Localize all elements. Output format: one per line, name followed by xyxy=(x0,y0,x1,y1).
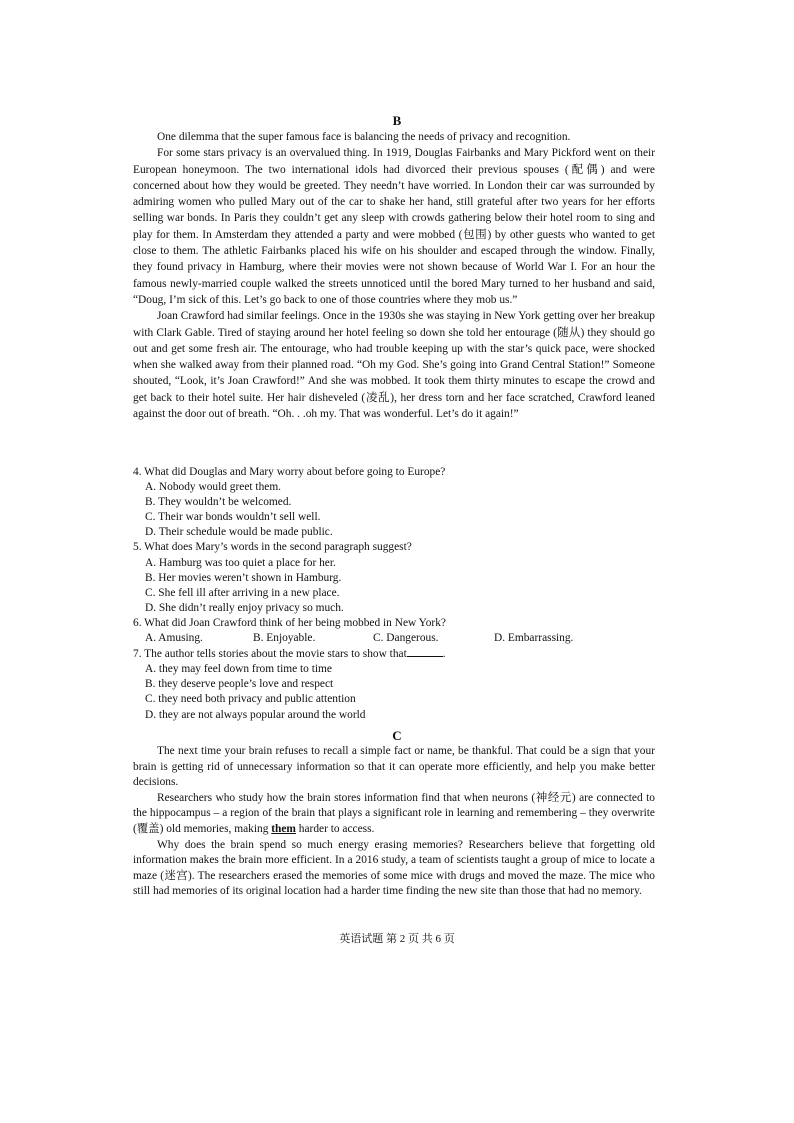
option-6b: B. Enjoyable. xyxy=(253,632,316,645)
option-5a: A. Hamburg was too quiet a place for her. xyxy=(145,556,336,569)
option-4c: C. Their war bonds wouldn’t sell well. xyxy=(145,511,321,524)
option-4a: A. Nobody would greet them. xyxy=(145,481,282,494)
option-4b: B. They wouldn’t be welcomed. xyxy=(145,496,292,509)
passage-paragraph: The next time your brain refuses to recall a simple fact or name, be thankful. That could be a sign that your brain is getting rid of unnecessary information so that it can operate more efficiently, and help you make better decisions. xyxy=(133,745,655,789)
option-7b: B. they deserve people’s love and respect xyxy=(145,678,334,691)
question-7-stem-end: . xyxy=(442,648,446,661)
question-6-options xyxy=(145,631,655,646)
passage-paragraph: Why does the brain spend so much energy erasing memories? Researchers believe that forgetting old information makes the brain more efficient. In a 2016 study, a team of scientists taught a group of mice to locate a maze (迷宫). The researchers erased the memories of some mice with drugs and moved the maze. The mice who still had memories of its original location had a harder time finding the new site than those that had no memory. xyxy=(133,838,655,898)
section-c-passage xyxy=(133,744,655,900)
page-footer: 英语试题 第 2 页 共 6 页 xyxy=(339,933,455,945)
option-4d: D. Their schedule would be made public. xyxy=(145,526,333,539)
question-4: 4. What did Douglas and Mary worry about before going to Europe? xyxy=(133,466,446,478)
passage-paragraph xyxy=(133,791,655,838)
paragraph-text: harder to access. xyxy=(295,822,375,835)
option-6d: D. Embarrassing. xyxy=(494,632,574,645)
option-6a: A. Amusing. xyxy=(145,632,203,645)
option-7a: A. they may feel down from time to time xyxy=(145,663,332,676)
option-6c: C. Dangerous. xyxy=(373,632,439,645)
section-c-heading: C xyxy=(392,728,402,743)
option-5c: C. She fell ill after arriving in a new place. xyxy=(145,586,340,599)
question-7 xyxy=(133,646,655,662)
question-5: 5. What does Mary’s words in the second paragraph suggest? xyxy=(133,541,412,554)
option-7c: C. they need both privacy and public attention xyxy=(145,693,356,706)
option-5d: D. She didn’t really enjoy privacy so much. xyxy=(145,601,344,614)
passage-paragraph: One dilemma that the super famous face is balancing the needs of privacy and recognition. xyxy=(157,131,571,143)
passage-paragraph: Joan Crawford had similar feelings. Once in the 1930s she was staying in New York getting over her breakup with Clark Gable. Tired of staying around her hotel feeling so down she told her entourage (随从) they should go out and get some fresh air. The entourage, who had trouble keeping up with the star’s quick pace, were shocked when she walked away from their planned road. “Oh my God. She’s going into Grand Central Station!” Someone shouted, “Look, it’s Joan Crawford!” And she was mobbed. It took them thirty minutes to escape the crowd and get back to their hotel suite. Her hair disheveled (凌乱), her dress torn and her face scratched, Crawford leaned against the door out of breath. “Oh. . .oh my. That was wonderful. Let’s do it again!” xyxy=(133,310,655,421)
passage-paragraph: For some stars privacy is an overvalued thing. In 1919, Douglas Fairbanks and Mary Pickford went on their European honeymoon. The two international idols had divorced their previous spouses (配偶) and were concerned about how they would be greeted. They needn’t have worried. In London their car was surrounded by admiring women who pulled Mary out of the car to shake her hand, still grateful after two years for her efforts selling war bonds. In Paris they couldn’t get any sleep with crowds gathering below their hotel room to sing and play for them. In Amsterdam they attended a party and were mobbed (包围) by other guests who wanted to get close to them. The athletic Fairbanks placed his wife on his shoulder and escaped through the window. Finally, they found privacy in Hamburg, where their movies were not shown because of World War I. For an hour the famous newly-married couple walked the streets unnoticed until the bored Mary turned to her husband and said, “Doug, I’m sick of this. Let’s go back to one of those countries where they mob us.” xyxy=(133,147,655,306)
answer-blank xyxy=(407,646,443,657)
paragraph-text: Researchers who study how the brain stores information find that when neurons (神经元) are connected to the hippocampus – a region of the brain that plays a significant role in learning and remembering – they overwrite (覆盖) old memories, making xyxy=(133,791,655,835)
question-6: 6. What did Joan Crawford think of her being mobbed in New York? xyxy=(133,616,446,629)
option-5b: B. Her movies weren’t shown in Hamburg. xyxy=(145,571,342,584)
underlined-word: them xyxy=(271,822,296,835)
section-b-passage xyxy=(133,129,655,422)
question-7-stem: 7. The author tells stories about the movie stars to show that xyxy=(133,648,407,661)
option-7d: D. they are not always popular around the world xyxy=(145,708,366,721)
section-b-heading: B xyxy=(392,113,402,128)
question-list xyxy=(133,465,655,723)
